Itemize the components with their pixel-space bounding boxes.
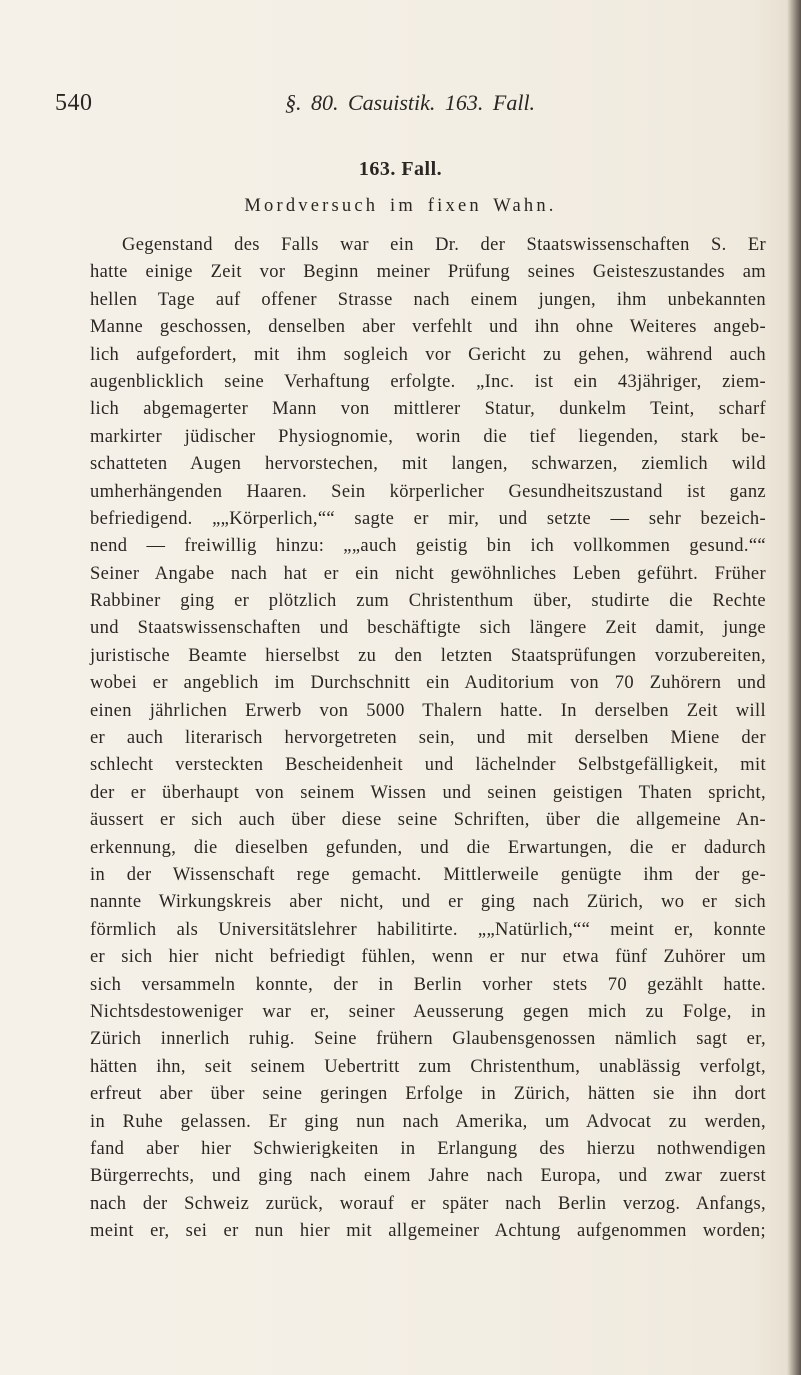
- scan-edge-shadow: [787, 0, 801, 1375]
- text-line: Seiner Angabe nach hat er ein nicht gewöhnliches Leben geführt. Früher: [90, 563, 766, 584]
- text-line: befriedigend. „„Körperlich,““ sagte er mir, und setzte — sehr bezeich-: [90, 508, 766, 529]
- text-line: erfreut aber über seine geringen Erfolge in Zürich, hätten sie ihn dort: [90, 1084, 766, 1105]
- text-line: fand aber hier Schwierigkeiten in Erlangung des hierzu nothwendigen: [90, 1138, 766, 1159]
- text-line: Manne geschossen, denselben aber verfehlt und ihn ohne Weiteres angeb-: [90, 317, 766, 338]
- case-title: 163. Fall.: [358, 158, 443, 180]
- text-line: meint er, sei er nun hier mit allgemeiner Achtung aufgenommen worden;: [90, 1221, 766, 1242]
- page-number: 540: [55, 90, 93, 116]
- text-line: in Ruhe gelassen. Er ging nun nach Amerika, um Advocat zu werden,: [90, 1111, 766, 1132]
- text-line: wobei er angeblich im Durchschnitt ein Auditorium von 70 Zuhörern und: [90, 673, 766, 694]
- text-line: hätten ihn, seit seinem Uebertritt zum Christenthum, unablässig verfolgt,: [90, 1056, 766, 1077]
- text-line: der er überhaupt von seinem Wissen und seinen geistigen Thaten spricht,: [90, 782, 766, 803]
- text-line: er auch literarisch hervorgetreten sein, und mit derselben Miene der: [90, 728, 766, 749]
- text-line: er sich hier nicht befriedigt fühlen, wenn er nur etwa fünf Zuhörer um: [90, 947, 766, 968]
- text-line: hellen Tage auf offener Strasse nach einem jungen, ihm unbekannten: [90, 289, 766, 310]
- text-line: in der Wissenschaft rege gemacht. Mittlerweile genügte ihm der ge-: [90, 864, 766, 885]
- text-line: schlecht versteckten Bescheidenheit und lächelnder Selbstgefälligkeit, mit: [90, 755, 766, 776]
- body-text: [90, 232, 766, 1245]
- text-line: lich aufgefordert, mit ihm sogleich vor Gericht zu gehen, während auch: [90, 344, 766, 365]
- text-line: äussert er sich auch über diese seine Schriften, über die allgemeine An-: [90, 810, 766, 831]
- text-line: schatteten Augen hervorstechen, mit langen, schwarzen, ziemlich wild: [90, 454, 766, 475]
- text-line: einen jährlichen Erwerb von 5000 Thalern hatte. In derselben Zeit will: [90, 700, 766, 721]
- text-line: erkennung, die dieselben gefunden, und die Erwartungen, die er dadurch: [90, 837, 766, 858]
- text-line: umherhängenden Haaren. Sein körperlicher Gesundheitszustand ist ganz: [90, 481, 766, 502]
- text-line: augenblicklich seine Verhaftung erfolgte. „Inc. ist ein 43jähriger, ziem-: [90, 371, 766, 392]
- page-header: [55, 90, 775, 120]
- text-line: Nichtsdestoweniger war er, seiner Aeusserung gegen mich zu Folge, in: [90, 1001, 766, 1022]
- text-line: förmlich als Universitätslehrer habilitirte. „„Natürlich,““ meint er, konnte: [90, 919, 766, 940]
- text-line: und Staatswissenschaften und beschäftigte sich längere Zeit damit, junge: [90, 618, 766, 639]
- text-line: markirter jüdischer Physiognomie, worin die tief liegenden, stark be-: [90, 426, 766, 447]
- text-line: nach der Schweiz zurück, worauf er später nach Berlin verzog. Anfangs,: [90, 1193, 766, 1214]
- text-line: Bürgerrechts, und ging nach einem Jahre nach Europa, und zwar zuerst: [90, 1166, 766, 1187]
- case-subtitle: Mordversuch im fixen Wahn.: [244, 196, 557, 216]
- text-line: juristische Beamte hierselbst zu den letzten Staatsprüfungen vorzubereiten,: [90, 645, 766, 666]
- text-line: lich abgemagerter Mann von mittlerer Statur, dunkelm Teint, scharf: [90, 399, 766, 420]
- text-line: nannte Wirkungskreis aber nicht, und er ging nach Zürich, wo er sich: [90, 892, 766, 913]
- text-line: nend — freiwillig hinzu: „„auch geistig bin ich vollkommen gesund.““: [90, 536, 766, 557]
- running-head: §. 80. Casuistik. 163. Fall.: [285, 90, 536, 115]
- text-line: sich versammeln konnte, der in Berlin vorher stets 70 gezählt hatte.: [90, 974, 766, 995]
- text-line: Zürich innerlich ruhig. Seine frühern Glaubensgenossen nämlich sagt er,: [90, 1029, 766, 1050]
- text-line: Gegenstand des Falls war ein Dr. der Staatswissenschaften S. Er: [122, 235, 766, 255]
- text-line: Rabbiner ging er plötzlich zum Christenthum über, studirte die Rechte: [90, 591, 766, 612]
- text-line: hatte einige Zeit vor Beginn meiner Prüfung seines Geisteszustandes am: [90, 262, 766, 283]
